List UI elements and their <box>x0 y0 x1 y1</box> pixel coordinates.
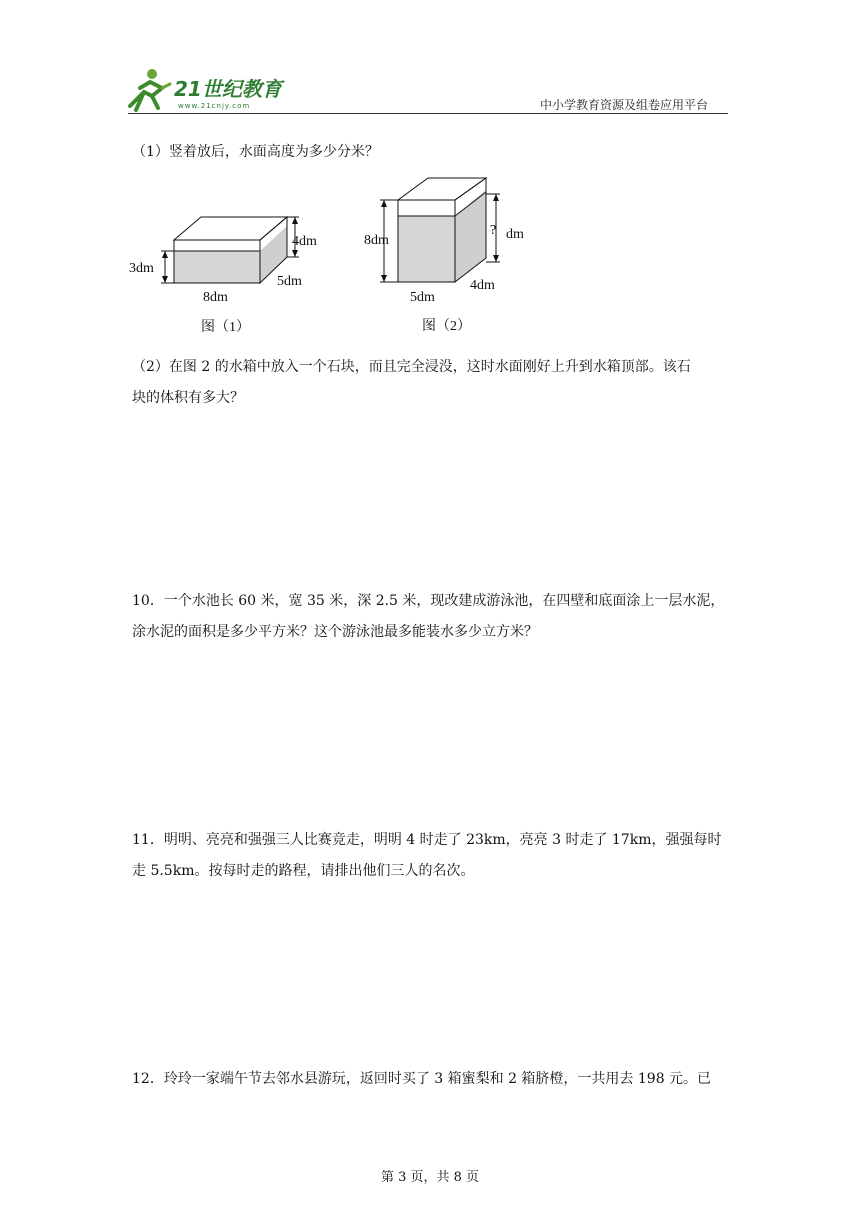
fig1-caption: 图（1） <box>201 320 250 335</box>
logo <box>122 66 292 112</box>
fig1-top-label: 4dm <box>292 234 317 249</box>
logo-text: 21世纪教育 <box>174 77 282 101</box>
fig2-unit-label: dm <box>506 227 524 242</box>
q10-line1: 10．一个水池长 60 米，宽 35 米，深 2.5 米，现改建成游泳池，在四壁和底面涂上一层水泥， <box>132 593 725 609</box>
q10-line2: 涂水泥的面积是多少平方米？这个游泳池最多能装水多少立方米？ <box>132 624 538 640</box>
page-number: 第 3 页，共 8 页 <box>380 1170 480 1185</box>
fig2-height-label: 8dm <box>364 233 389 248</box>
fig2-width-label: 5dm <box>410 290 435 305</box>
q9-part1: （1）竖着放后，水面高度为多少分米？ <box>132 144 379 160</box>
figure-1 <box>125 205 335 340</box>
runner-icon <box>130 69 170 110</box>
q11-line1: 11．明明、亮亮和强强三人比赛竞走，明明 4 时走了 23km，亮亮 3 时走了 17km，强强每时 <box>132 832 722 848</box>
fig1-height-label: 3dm <box>129 261 154 276</box>
q12-line1: 12．玲玲一家端午节去邻水县游玩，返回时买了 3 箱蜜梨和 2 箱脐橙，一共用去 198 元。已 <box>132 1071 712 1087</box>
platform-name: 中小学教育资源及组卷应用平台 <box>540 98 709 112</box>
q9-part2-line1: （2）在图 2 的水箱中放入一个石块，而且完全浸没，这时水面刚好上升到水箱顶部。该石 <box>132 359 691 375</box>
fig2-unknown-label: ? <box>490 223 497 238</box>
fig2-depth-label: 4dm <box>470 278 495 293</box>
q9-part2-line2: 块的体积有多大？ <box>132 390 244 406</box>
header-divider <box>128 113 728 114</box>
q11-line2: 走 5.5km。按每时走的路程，请排出他们三人的名次。 <box>132 863 475 879</box>
fig1-depth-label: 5dm <box>277 274 302 289</box>
fig1-length-label: 8dm <box>203 290 228 305</box>
figure-2 <box>360 172 540 342</box>
fig2-caption: 图（2） <box>422 319 471 334</box>
logo-subtext: www.21cnjy.com <box>178 102 251 110</box>
